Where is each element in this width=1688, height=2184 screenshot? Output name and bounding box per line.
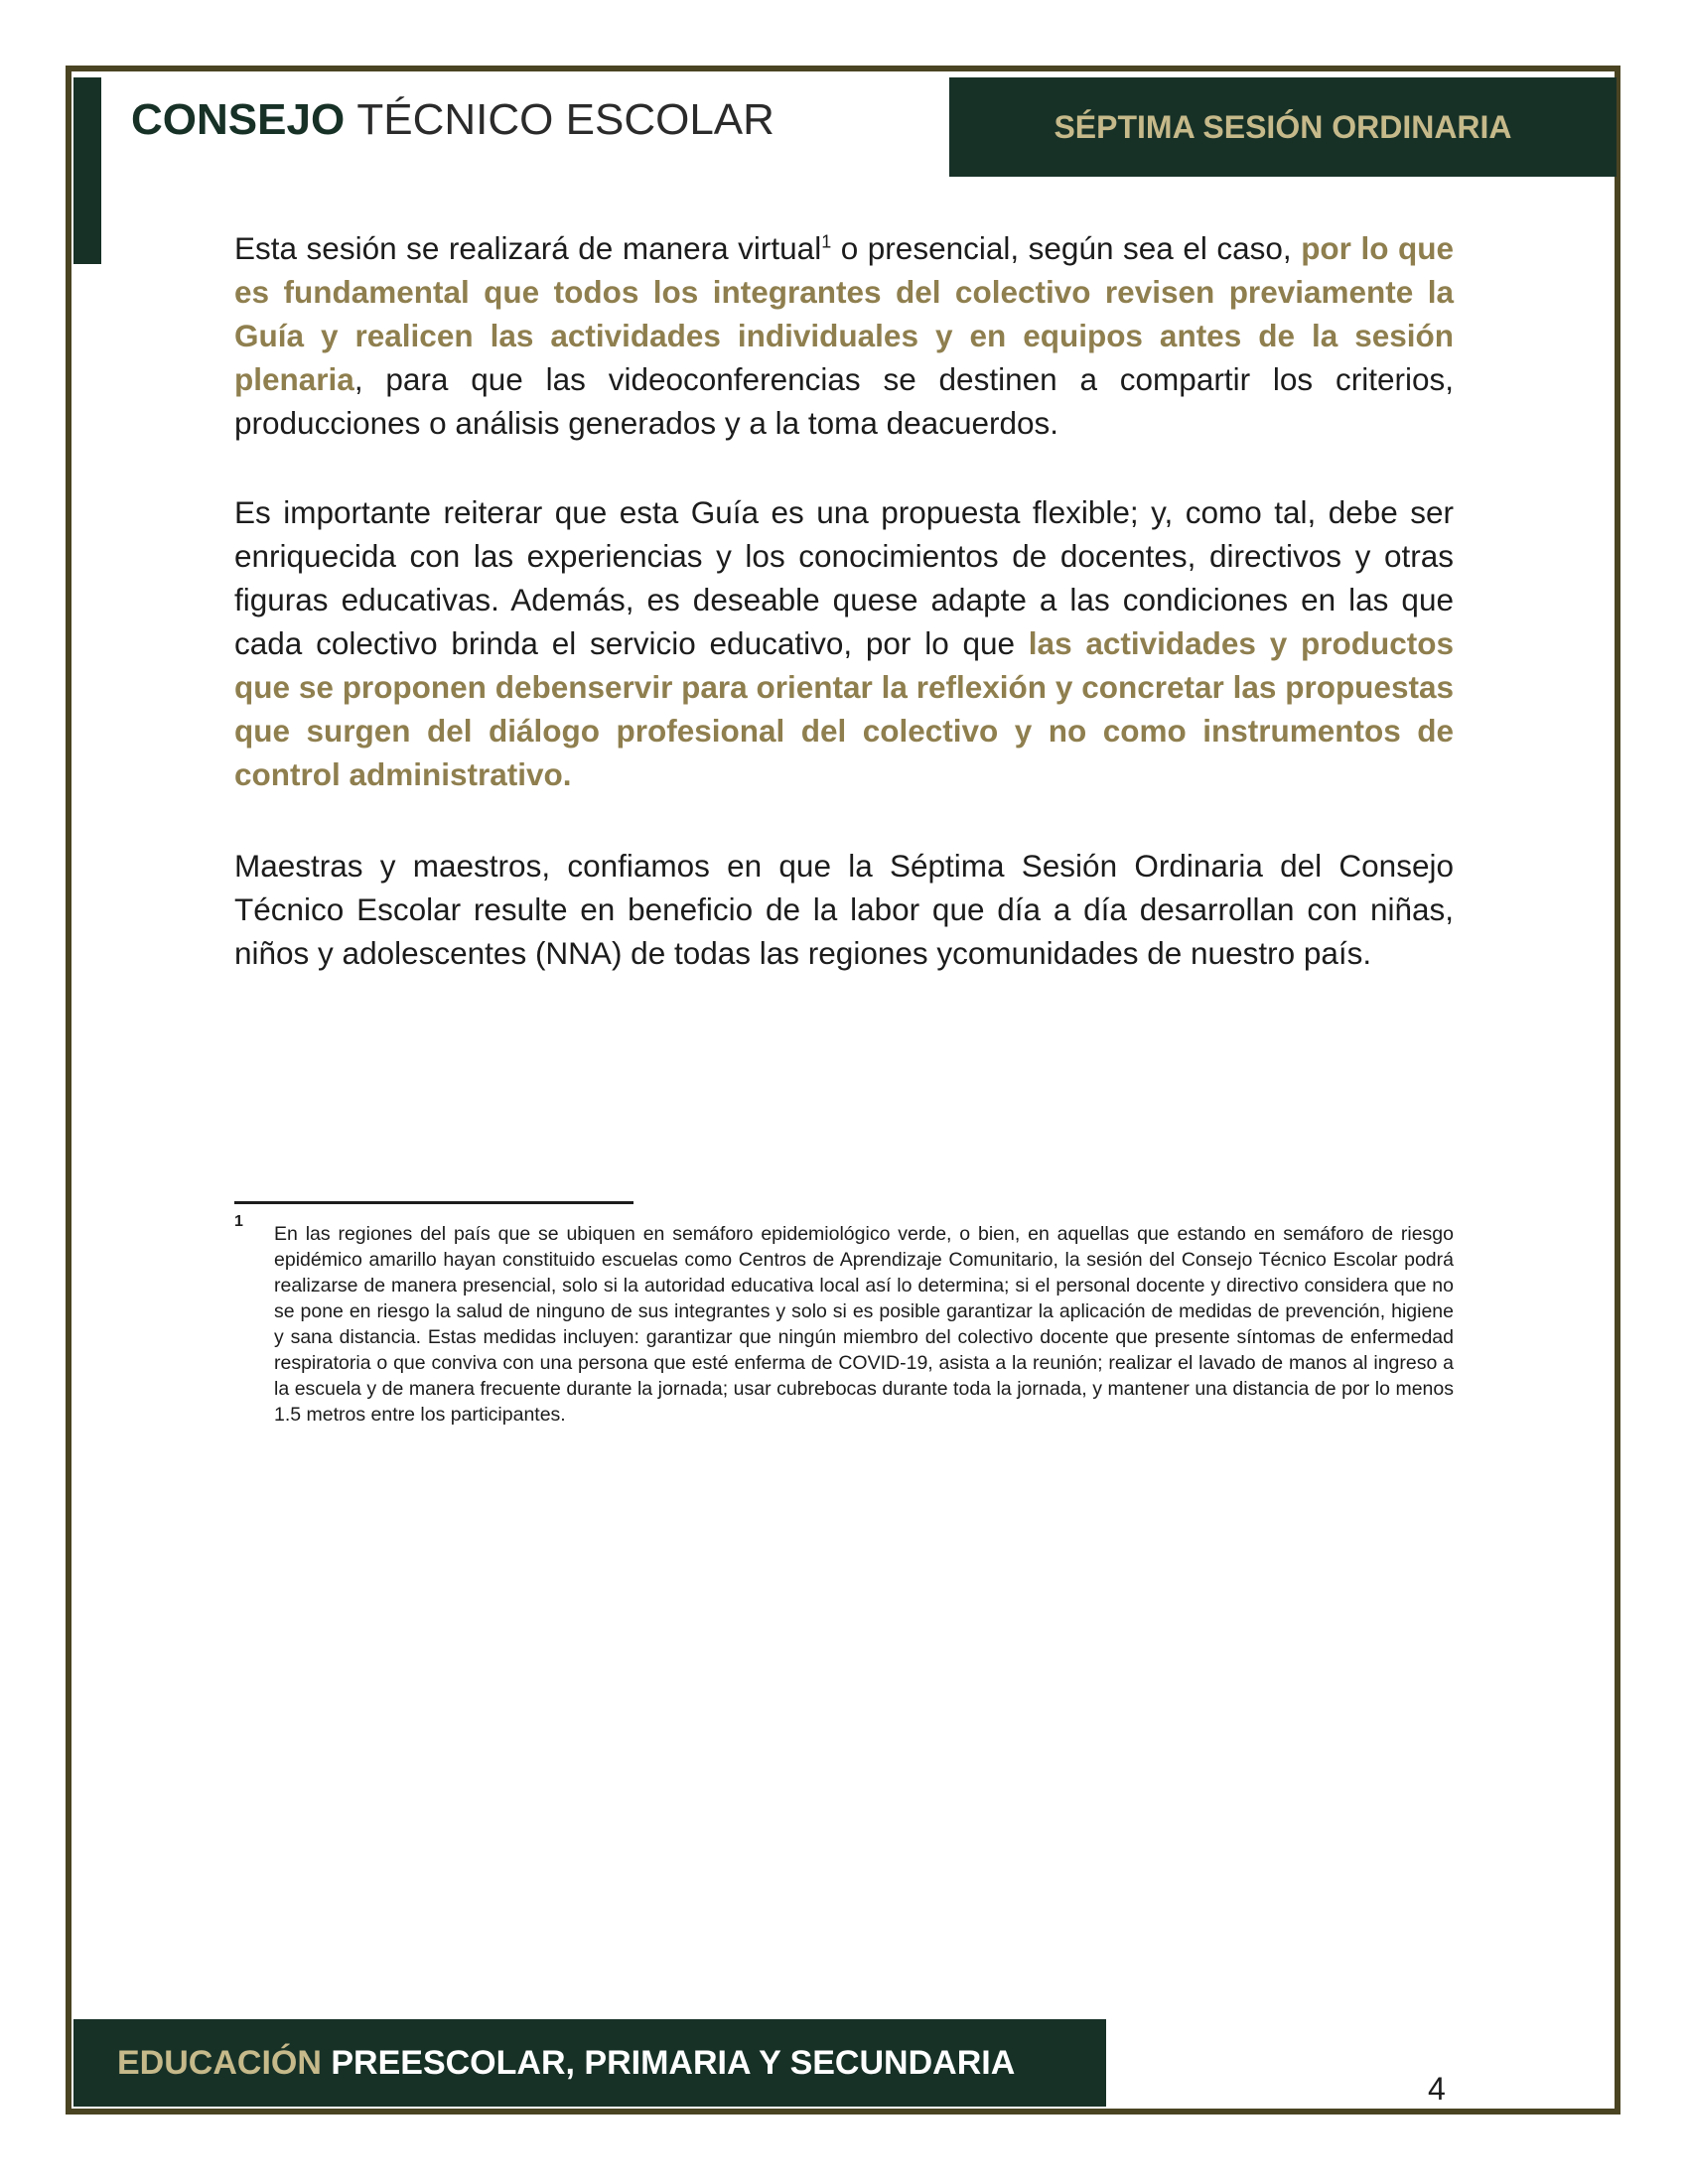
paragraph-1 <box>234 226 1454 445</box>
paragraph-2-text-a: Es importante reiterar que esta Guía es una propuesta flexible; y, como tal, debe ser enriquecida con las experiencias y los conocimientos de docentes, directivos y otras figuras educativas. Además, es deseable quese adapte a las condiciones en las que cada colectivo brinda el servicio educativo, por lo que <box>234 494 1454 661</box>
paragraph-2-highlight: las actividades y productos que se proponen debenservir para orientar la reflexión y concretar las propuestas que surgen del diálogo profesional del colectivo y no como instrumentos de control administrativo. <box>234 625 1454 792</box>
paragraph-1-text-b: o presencial, según sea el caso, <box>831 230 1302 266</box>
header-session-band <box>949 77 1617 177</box>
paragraph-1-text-a: Esta sesión se realizará de manera virtual <box>234 230 822 266</box>
header-title-tecnico-escolar: TÉCNICO ESCOLAR <box>356 95 774 144</box>
footnote-number: 1 <box>234 1213 243 1230</box>
paragraph-3 <box>234 844 1454 975</box>
header-title <box>131 95 774 145</box>
footnote-reference[interactable]: 1 <box>821 231 832 252</box>
footer-band <box>73 2019 1106 2107</box>
page-number: 4 <box>1428 2071 1446 2107</box>
footnote-text: En las regiones del país que se ubiquen en semáforo epidemiológico verde, o bien, en aquellas que estando en semáforo de riesgo epidémico amarillo hayan constituido escuelas como Centros de Aprendizaje Comunitario, la sesión del Consejo Técnico Escolar podrá realizarse de manera presencial, solo si la autoridad educativa local así lo determina; si el personal docente y directivo considera que no se pone en riesgo la salud de ninguno de sus integrantes y solo si es posible garantizar la aplicación de medidas de prevención, higiene y sana distancia. Estas medidas incluyen: garantizar que ningún miembro del colectivo docente que presente síntomas de enfermedad respiratoria o que conviva con una persona que esté enferma de COVID-19, asista a la reunión; realizar el lavado de manos al ingreso a la escuela y de manera frecuente durante la jornada; usar cubrebocas durante toda la jornada, y mantener una distancia de por lo menos 1.5 metros entre los participantes. <box>274 1223 1454 1426</box>
header-title-consejo: CONSEJO <box>131 95 346 144</box>
left-accent-bar <box>73 77 101 264</box>
footnote-separator <box>234 1201 633 1204</box>
paragraph-2 <box>234 490 1454 796</box>
footer-label <box>117 2019 1015 2107</box>
paragraph-1-text-c: , para que las videoconferencias se destinen a compartir los criterios, producciones o análisis generados y a la toma deacuerdos. <box>234 361 1454 441</box>
paragraph-3-text: Maestras y maestros, confiamos en que la Séptima Sesión Ordinaria del Consejo Técnico Escolar resulte en beneficio de la labor que día a día desarrollan con niñas, niños y adolescentes (NNA) de todas las regiones ycomunidades de nuestro país. <box>234 848 1454 971</box>
paragraph-1-highlight: por lo que es fundamental que todos los integrantes del colectivo revisen previamente la Guía y realicen las actividades individuales y en equipos antes de la sesión plenaria <box>234 230 1454 397</box>
session-label: SÉPTIMA SESIÓN ORDINARIA <box>1054 108 1512 145</box>
footer-levels: PREESCOLAR, PRIMARIA Y SECUNDARIA <box>331 2043 1016 2082</box>
footer-educacion: EDUCACIÓN <box>117 2043 322 2082</box>
